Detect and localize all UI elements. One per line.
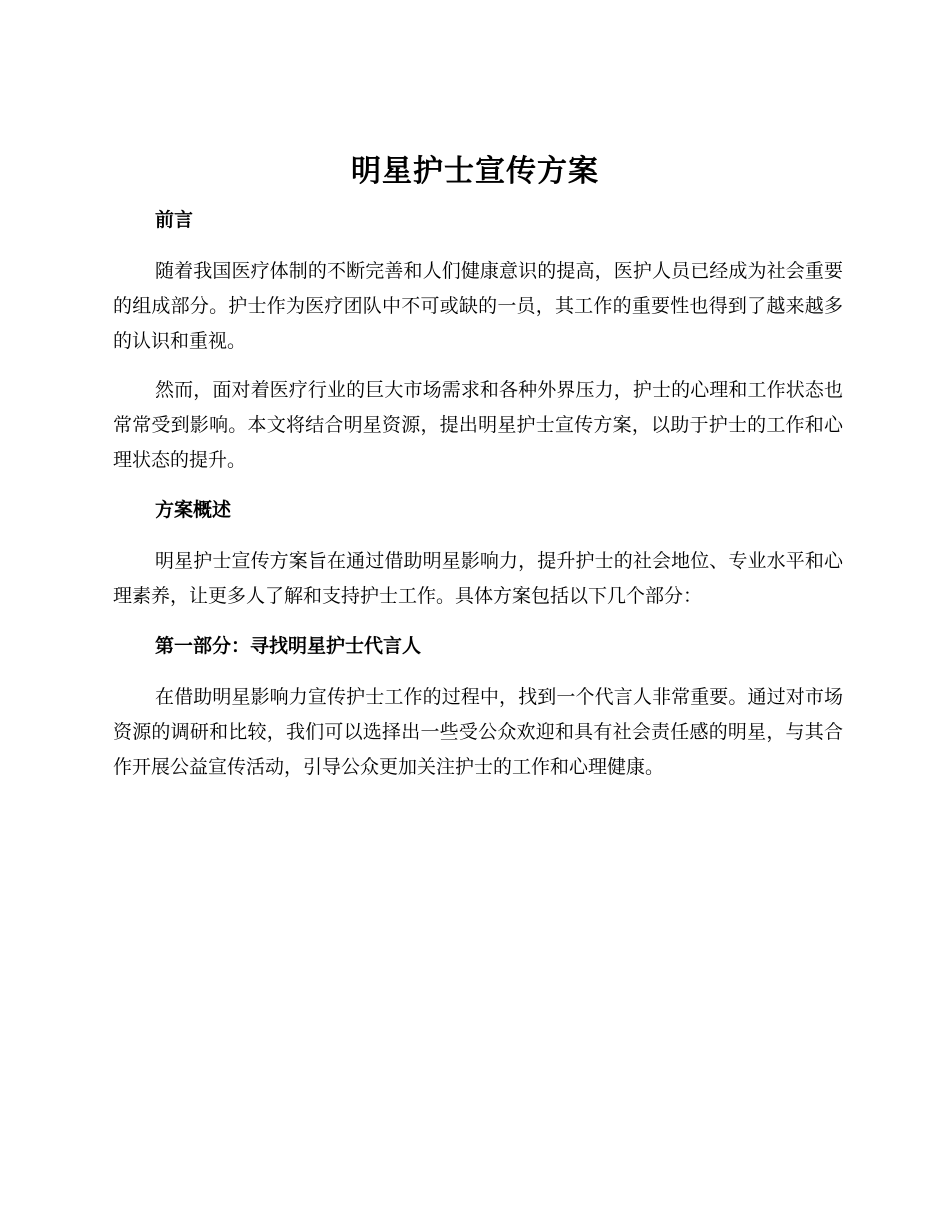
document-body: [113, 200, 843, 785]
document-title: 明星护士宣传方案: [351, 154, 599, 189]
preface-paragraph-1: 随着我国医疗体制的不断完善和人们健康意识的提高，医护人员已经成为社会重要的组成部分。护士作为医疗团队中不可或缺的一员，其工作的重要性也得到了越来越多的认识和重视。: [113, 260, 843, 352]
preface-paragraph-2: 然而，面对着医疗行业的巨大市场需求和各种外界压力，护士的心理和工作状态也常常受到影响。本文将结合明星资源，提出明星护士宣传方案，以助于护士的工作和心理状态的提升。: [113, 379, 843, 471]
section-heading-part-one: 第一部分：寻找明星护士代言人: [155, 635, 422, 657]
section-heading-overview: 方案概述: [155, 499, 232, 521]
part-one-paragraph-1: 在借助明星影响力宣传护士工作的过程中，找到一个代言人非常重要。通过对市场资源的调研和比较，我们可以选择出一些受公众欢迎和具有社会责任感的明星，与其合作开展公益宣传活动，引导公众更加关注护士的工作和心理健康。: [113, 686, 843, 778]
overview-paragraph-1: 明星护士宣传方案旨在通过借助明星影响力，提升护士的社会地位、专业水平和心理素养，让更多人了解和支持护士工作。具体方案包括以下几个部分：: [113, 550, 843, 607]
section-heading-preface: 前言: [155, 209, 194, 231]
